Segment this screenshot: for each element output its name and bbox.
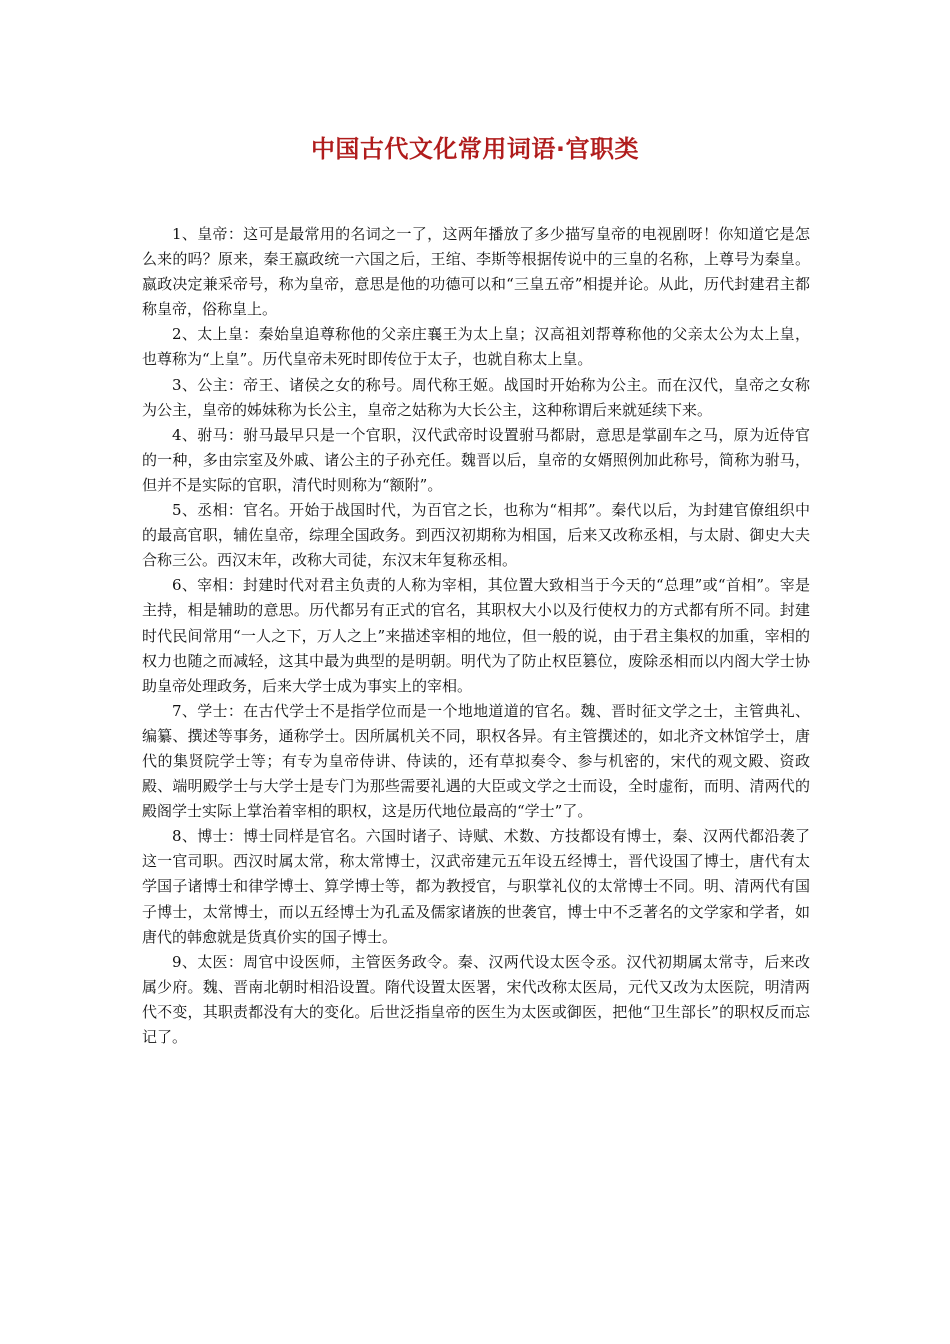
paragraph-chancellor: 5、丞相：官名。开始于战国时代，为百官之长，也称为“相邦”。秦代以后，为封建官僚组织中的最高官职，辅佐皇帝，综理全国政务。到西汉初期称为相国，后来又改称丞相，与太尉、御史大夫合称三公。西汉末年，改称大司徒，东汉末年复称丞相。 (142, 501, 810, 570)
paragraph-erudite: 8、博士：博士同样是官名。六国时诸子、诗赋、术数、方技都设有博士，秦、汉两代都沿袭了这一官司职。西汉时属太常，称太常博士，汉武帝建元五年设五经博士，晋代设国了博士，唐代有太学国子诸博士和律学博士、算学博士等，都为教授官，与职掌礼仪的太常博士不同。明、清两代有国子博士，太常博士，而以五经博士为孔孟及儒家诸族的世袭官，博士中不乏著名的文学家和学者，如唐代的韩愈就是货真价实的国子博士。 (142, 827, 810, 946)
document-body (142, 222, 810, 1050)
document-title: 中国古代文化常用词语·官职类 (310, 135, 640, 163)
paragraph-prime-minister: 6、宰相：封建时代对君主负责的人称为宰相，其位置大致相当于今天的“总理”或“首相”。宰是主持，相是辅助的意思。历代都另有正式的官名，其职权大小以及行使权力的方式都有所不同。封建时代民间常用“一人之下，万人之上”来描述宰相的地位，但一般的说，由于君主集权的加重，宰相的权力也随之而减轻，这其中最为典型的是明朝。明代为了防止权臣篡位，废除丞相而以内阁大学士协助皇帝处理政务，后来大学士成为事实上的宰相。 (142, 576, 810, 695)
paragraph-scholar: 7、学士：在古代学士不是指学位而是一个地地道道的官名。魏、晋时征文学之士，主管典礼、编纂、撰述等事务，通称学士。因所属机关不同，职权各异。有主管撰述的，如北齐文林馆学士，唐代的集贤院学士等；有专为皇帝侍讲、侍读的，还有草拟奏令、参与机密的，宋代的观文殿、资政殿、端明殿学士与大学士是专门为那些需要礼遇的大臣或文学之士而设，全时虚衔，而明、清两代的殿阁学士实际上掌治着宰相的职权，这是历代地位最高的“学士”了。 (142, 701, 810, 821)
paragraph-princess: 3、公主：帝王、诸侯之女的称号。周代称王姬。战国时开始称为公主。而在汉代，皇帝之女称为公主，皇帝的姊妹称为长公主，皇帝之姑称为大长公主，这种称谓后来就延续下来。 (142, 375, 810, 419)
paragraph-emperor: 1、皇帝：这可是最常用的名词之一了，这两年播放了多少描写皇帝的电视剧呀！你知道它是怎么来的吗？原来，秦王嬴政统一六国之后，王绾、李斯等根据传说中的三皇的名称，上尊号为秦皇。嬴政决定兼采帝号，称为皇帝，意思是他的功德可以和“三皇五帝”相提并论。从此，历代封建君主都称皇帝，俗称皇上。 (142, 225, 810, 319)
paragraph-imperial-physician: 9、太医：周官中设医师，主管医务政令。秦、汉两代设太医令丞。汉代初期属太常寺，后来改属少府。魏、晋南北朝时相沿设置。隋代设置太医署，宋代改称太医局，元代又改为太医院，明清两代不变，其职责都没有大的变化。后世泛指皇帝的医生为太医或御医，把他“卫生部长”的职权反而忘记了。 (142, 952, 810, 1046)
paragraph-imperial-son-in-law: 4、驸马：驸马最早只是一个官职，汉代武帝时设置驸马都尉，意思是掌副车之马，原为近侍官的一种，多由宗室及外戚、诸公主的子孙充任。魏晋以后，皇帝的女婿照例加此称号，简称为驸马，但并不是实际的官职，清代时则称为“额附”。 (142, 425, 810, 494)
paragraph-retired-emperor: 2、太上皇：秦始皇追尊称他的父亲庄襄王为太上皇；汉高祖刘帮尊称他的父亲太公为太上皇，也尊称为“上皇”。历代皇帝未死时即传位于太子，也就自称太上皇。 (142, 325, 810, 369)
